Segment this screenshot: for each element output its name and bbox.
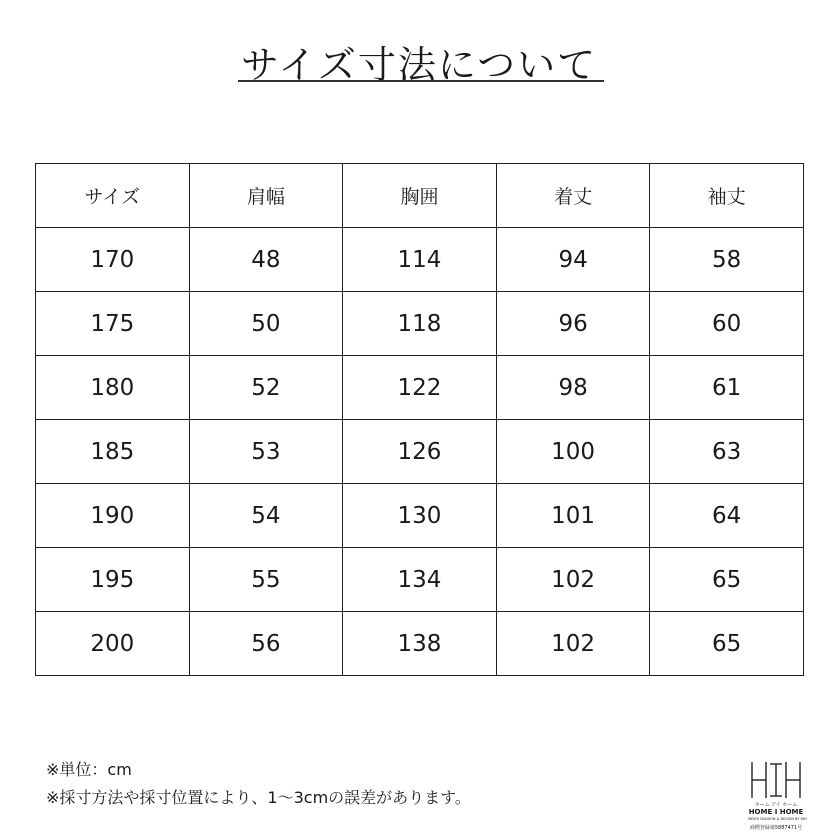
table-row: [36, 356, 804, 420]
logo-registration: 商標登録第5887471号: [749, 825, 803, 831]
logo-kana: ホーム アイ ホーム: [754, 802, 798, 808]
header-sleeve: 袖丈: [650, 164, 804, 228]
header-chest: 胸囲: [343, 164, 497, 228]
page-title: サイズ寸法について: [240, 43, 598, 87]
table-cell: 195: [36, 548, 190, 612]
table-cell: 61: [650, 356, 804, 420]
table-row: [36, 420, 804, 484]
table-cell: 170: [36, 228, 190, 292]
disclaimer-note: ※採寸方法や採寸位置により、1～3cmの誤差があります。: [46, 788, 471, 807]
table-cell: 50: [189, 292, 343, 356]
table-cell: 56: [189, 612, 343, 676]
table-cell: 130: [343, 484, 497, 548]
table-cell: 63: [650, 420, 804, 484]
table-cell: 180: [36, 356, 190, 420]
table-cell: 48: [189, 228, 343, 292]
table-cell: 55: [189, 548, 343, 612]
brand-logo: [748, 760, 807, 834]
table-cell: 175: [36, 292, 190, 356]
table-cell: 98: [496, 356, 650, 420]
table-row: [36, 228, 804, 292]
table-cell: 64: [650, 484, 804, 548]
table-header-row: [36, 164, 804, 228]
table-cell: 100: [496, 420, 650, 484]
table-cell: 58: [650, 228, 804, 292]
table-cell: 190: [36, 484, 190, 548]
table-cell: 52: [189, 356, 343, 420]
title-underline: [238, 80, 604, 82]
header-shoulder-width: 肩幅: [189, 164, 343, 228]
table-cell: 118: [343, 292, 497, 356]
table-cell: 126: [343, 420, 497, 484]
header-size: サイズ: [36, 164, 190, 228]
table-cell: 94: [496, 228, 650, 292]
table-cell: 102: [496, 612, 650, 676]
table-cell: 138: [343, 612, 497, 676]
table-cell: 65: [650, 548, 804, 612]
table-cell: 102: [496, 548, 650, 612]
table-cell: 65: [650, 612, 804, 676]
table-row: [36, 484, 804, 548]
table-cell: 200: [36, 612, 190, 676]
logo-tagline: MEN'S FASHION & DESIGN BY HIH: [748, 817, 807, 821]
table-row: [36, 548, 804, 612]
table-cell: 96: [496, 292, 650, 356]
logo-name: HOME I HOME: [748, 808, 804, 816]
table-cell: 60: [650, 292, 804, 356]
table-cell: 134: [343, 548, 497, 612]
notes: [46, 756, 471, 812]
table-cell: 122: [343, 356, 497, 420]
table-cell: 101: [496, 484, 650, 548]
table-cell: 185: [36, 420, 190, 484]
size-table: [35, 163, 804, 676]
hih-monogram-icon: [748, 760, 804, 800]
table-cell: 53: [189, 420, 343, 484]
unit-note: ※単位：cm: [46, 760, 132, 779]
table-cell: 54: [189, 484, 343, 548]
table-row: [36, 612, 804, 676]
table-cell: 114: [343, 228, 497, 292]
header-length: 着丈: [496, 164, 650, 228]
table-row: [36, 292, 804, 356]
